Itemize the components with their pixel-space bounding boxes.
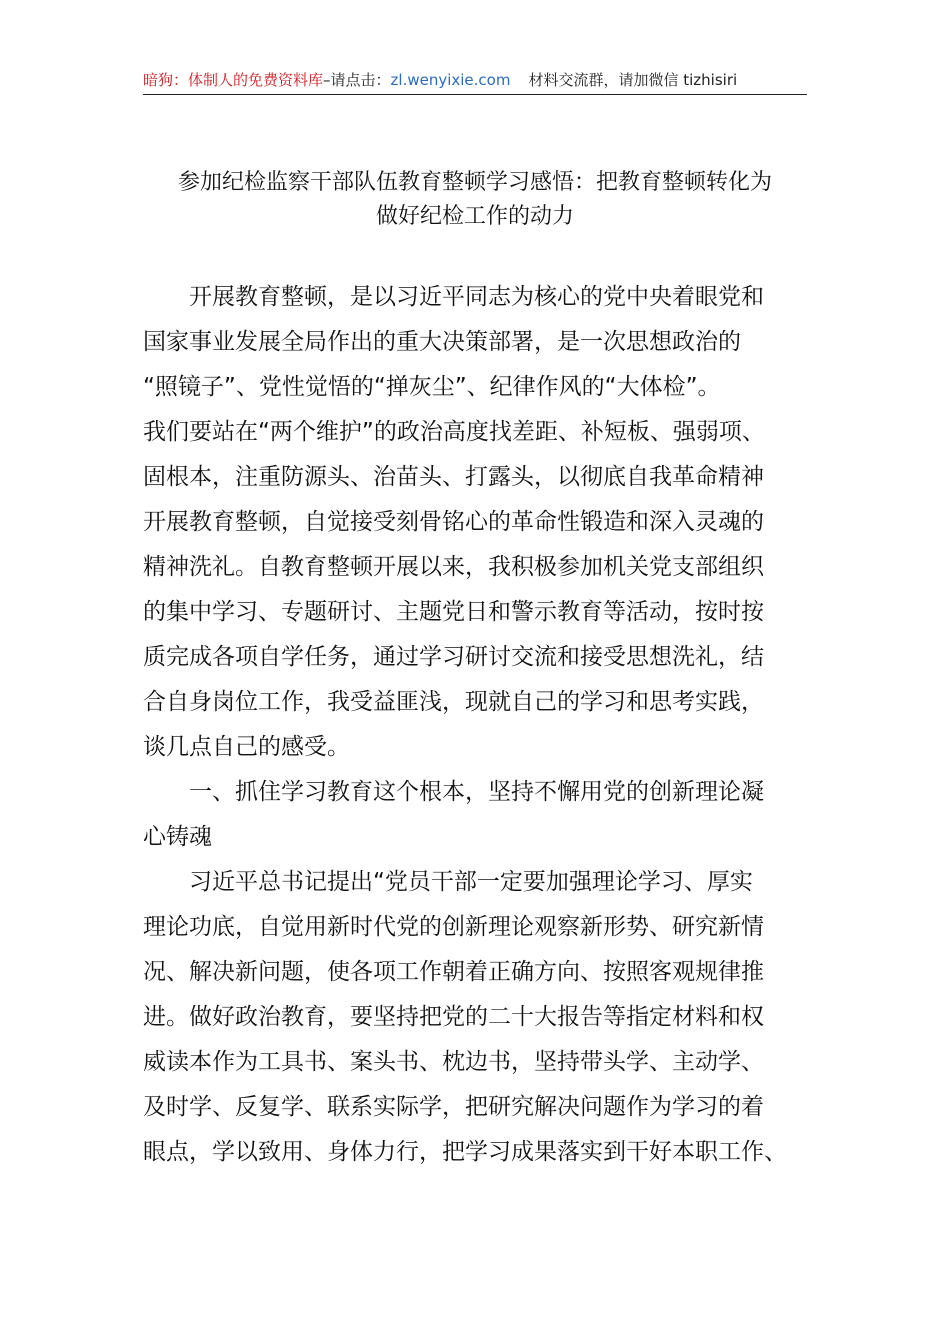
- header-group-note: 材料交流群，请加微信 tizhisiri: [528, 71, 738, 89]
- body-line: 谈几点自己的感受。: [143, 734, 350, 760]
- body-line: 合自身岗位工作，我受益匪浅，现就自己的学习和思考实践，: [143, 689, 764, 715]
- body-line: 眼点，学以致用、身体力行，把学习成果落实到干好本职工作、: [143, 1139, 787, 1165]
- header-link-prefix: –请点击：: [323, 71, 391, 89]
- title-line: 参加纪检监察干部队伍教育整顿学习感悟：把教育整顿转化为: [177, 170, 772, 195]
- body-line: 我们要站在“两个维护”的政治高度找差距、补短板、强弱项、: [143, 419, 765, 445]
- header-banner: [143, 68, 807, 95]
- document-title: [100, 166, 850, 234]
- body-line: 开展教育整顿，自觉接受刻骨铭心的革命性锻造和深入灵魂的: [143, 509, 764, 535]
- header-brand: 暗狗：体制人的免费资料库: [143, 71, 324, 89]
- body-line: 质完成各项自学任务，通过学习研讨交流和接受思想洗礼，结: [143, 644, 764, 670]
- body-line: 精神洗礼。自教育整顿开展以来，我积极参加机关党支部组织: [143, 554, 764, 580]
- body-line: “照镜子”、党性觉悟的“掸灰尘”、纪律作风的“大体检”。: [143, 374, 721, 400]
- body-line: 理论功底，自觉用新时代党的创新理论观察新形势、研究新情: [143, 914, 764, 940]
- body-line: 进。做好政治教育，要坚持把党的二十大报告等指定材料和权: [143, 1004, 764, 1030]
- body-line: 固根本，注重防源头、治苗头、打露头，以彻底自我革命精神: [143, 464, 764, 490]
- document-body: [143, 275, 823, 1175]
- body-line: 开展教育整顿，是以习近平同志为核心的党中央着眼党和: [189, 284, 764, 310]
- body-line: 及时学、反复学、联系实际学，把研究解决问题作为学习的着: [143, 1094, 764, 1120]
- body-line: 况、解决新问题，使各项工作朝着正确方向、按照客观规律推: [143, 959, 764, 985]
- section-heading-line: 一、抓住学习教育这个根本，坚持不懈用党的创新理论凝: [189, 779, 764, 805]
- body-line: 习近平总书记提出“党员干部一定要加强理论学习、厚实: [189, 869, 753, 895]
- header-website-link[interactable]: zl.wenyixie.com: [390, 71, 511, 89]
- body-line: 国家事业发展全局作出的重大决策部署，是一次思想政治的: [143, 329, 741, 355]
- body-line: 威读本作为工具书、案头书、枕边书，坚持带头学、主动学、: [143, 1049, 764, 1075]
- section-heading-line: 心铸魂: [143, 824, 212, 850]
- title-line: 做好纪检工作的动力: [375, 204, 574, 229]
- body-line: 的集中学习、专题研讨、主题党日和警示教育等活动，按时按: [143, 599, 764, 625]
